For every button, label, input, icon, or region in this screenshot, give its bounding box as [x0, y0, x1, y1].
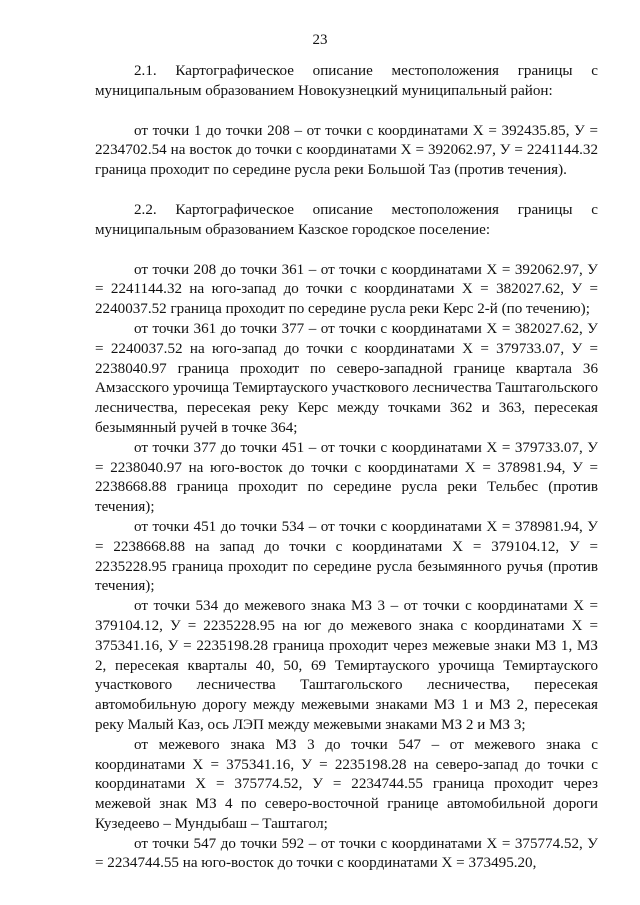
paragraph: от точки 208 до точки 361 – от точки с координатами Х = 392062.97, У = 2241144.32 на юго-запад до точки с координатами Х = 382027.62, У = 2240037.52 граница проходит по середине русла реки Керс 2-й (по течению); [95, 261, 598, 318]
paragraph-spacer [95, 241, 598, 261]
paragraph: от точки 1 до точки 208 – от точки с координатами Х = 392435.85, У = 2234702.54 на восток до точки с координатами Х = 392062.97, У = 2241144.32 граница проходит по середине русла реки Большой Таз (против течения). [95, 122, 598, 179]
section-heading-2-1: 2.1. Картографическое описание местоположения границы с муниципальным образованием Новокузнецкий муниципальный район: [95, 63, 598, 99]
paragraph: от точки 534 до межевого знака МЗ 3 – от точки с координатами Х = 379104.12, У = 2235228.95 на юг до межевого знака с координатами Х = 375341.16, У = 2235198.28 граница проходит через межевые знаки МЗ 1, МЗ 2, пересекая кварталы 40, 50, 69 Темиртауского урочища Темиртауского участкового лесничества Таштагольского лесничества, пересекая автомобильную дорогу между межевыми знаками МЗ 1 и МЗ 2, пересекая реку Малый Каз, ось ЛЭП между межевыми знаками МЗ 2 и МЗ 3; [95, 598, 598, 733]
paragraph: от межевого знака МЗ 3 до точки 547 – от межевого знака с координатами Х = 375341.16, У = 2235198.28 на северо-запад до точки с координатами Х = 375774.52, У = 2234744.55 граница проходит через межевой знак МЗ 4 по северо-восточной границе автомобильной дороги Кузедеево – Мундыбаш – Таштагол; [95, 736, 598, 832]
document-body [95, 62, 598, 874]
paragraph: от точки 377 до точки 451 – от точки с координатами Х = 379733.07, У = 2238040.97 на юго-восток до точки с координатами Х = 378981.94, У = 2238668.88 граница проходит по середине русла реки Тельбес (против течения); [95, 439, 598, 516]
paragraph: от точки 451 до точки 534 – от точки с координатами Х = 378981.94, У = 2238668.88 на запад до точки с координатами Х = 379104.12, У = 2235228.95 граница проходит по середине русла безымянного ручья (против течения); [95, 518, 598, 595]
page-number: 23 [312, 32, 328, 48]
paragraph-spacer [95, 102, 598, 122]
paragraph: от точки 361 до точки 377 – от точки с координатами Х = 382027.62, У = 2240037.52 на юго-запад до точки с координатами Х = 379733.07, У = 2238040.97 граница проходит по северо-западной границе квартала 36 Амзасского урочища Темиртауского участкового лесничества Таштагольского лесничества, пересекая реку Керс между точками 362 и 363, пересекая безымянный ручей в точке 364; [95, 320, 598, 436]
paragraph: от точки 547 до точки 592 – от точки с координатами Х = 375774.52, У = 2234744.55 на юго-восток до точки с координатами Х = 373495.20, [95, 835, 598, 872]
paragraph-spacer [95, 181, 598, 201]
section-heading-2-2: 2.2. Картографическое описание местоположения границы с муниципальным образованием Казское городское поселение: [95, 201, 598, 238]
